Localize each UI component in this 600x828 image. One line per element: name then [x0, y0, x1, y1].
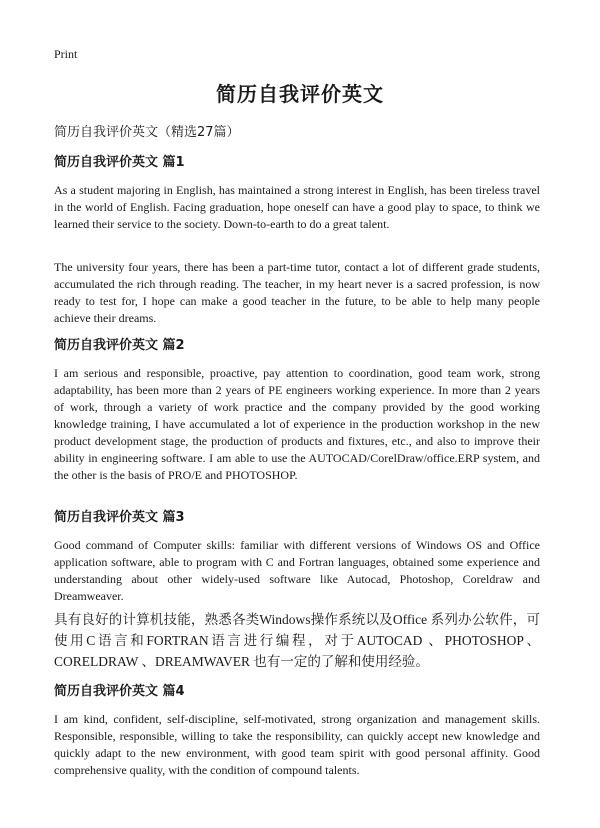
- section-3-paragraph-1: Good command of Computer skills: familiar with different versions of Windows OS and Office application software, able to program with C and Fortran languages, obtained some experience and understanding about other widely-used software like Autocad, Photoshop, Coreldraw and Dreamweaver.: [54, 538, 540, 603]
- section-2-paragraph-1: I am serious and responsible, proactive, pay attention to coordination, good team work, strong adaptability, has been more than 2 years of PE engineers working experience. In more than 2 years of work, through a variety of work practice and the company provided by the good working knowledge training, I have accumulated a lot of experience in the production workshop in the new product development stage, the production of products and fixtures, etc., and also to improve their ability in engineering software. I am able to use the AUTOCAD/CorelDraw/office.ERP system, and the other is the basis of PRO/E and PHOTOSHOP.: [54, 366, 540, 482]
- section-1-paragraph-2: The university four years, there has been a part-time tutor, contact a lot of different grade students, accumulated the rich through reading. The teacher, in my heart never is a sacred profession, is now ready to test for, I hope can make a good teacher in the future, to be able to help many people achieve their dreams.: [54, 260, 540, 325]
- section-heading-1: 简历自我评价英文 篇1: [54, 155, 185, 170]
- section-3-paragraph-2: 具有良好的计算机技能，熟悉各类Windows操作系统以及Office 系列办公软件，可使用C语言和FORTRAN语言进行编程，对于AUTOCAD 、PHOTOSHOP、CORELDRAW 、DREAMWAVER 也有一定的了解和使用经验。: [54, 612, 540, 669]
- print-label: Print: [54, 47, 78, 61]
- section-heading-4: 简历自我评价英文 篇4: [54, 684, 185, 699]
- section-heading-3: 简历自我评价英文 篇3: [54, 510, 185, 525]
- section-4-paragraph-1: I am kind, confident, self-discipline, self-motivated, strong organization and management skills. Responsible, responsible, willing to take the responsibility, can quickly accept new knowledge and quickly adapt to the new environment, with good team spirit with good personal affinity. Good comprehensive quality, with the condition of compound talents.: [54, 712, 540, 777]
- section-heading-2: 简历自我评价英文 篇2: [54, 338, 185, 353]
- page-title: 简历自我评价英文: [216, 82, 384, 106]
- page-subtitle: 简历自我评价英文（精选27篇）: [54, 125, 240, 140]
- section-1-paragraph-1: As a student majoring in English, has maintained a strong interest in English, has been tireless travel in the world of English. Facing graduation, hope oneself can have a good play to space, to think we learned their service to the society. Down-to-earth to do a great talent.: [54, 183, 540, 231]
